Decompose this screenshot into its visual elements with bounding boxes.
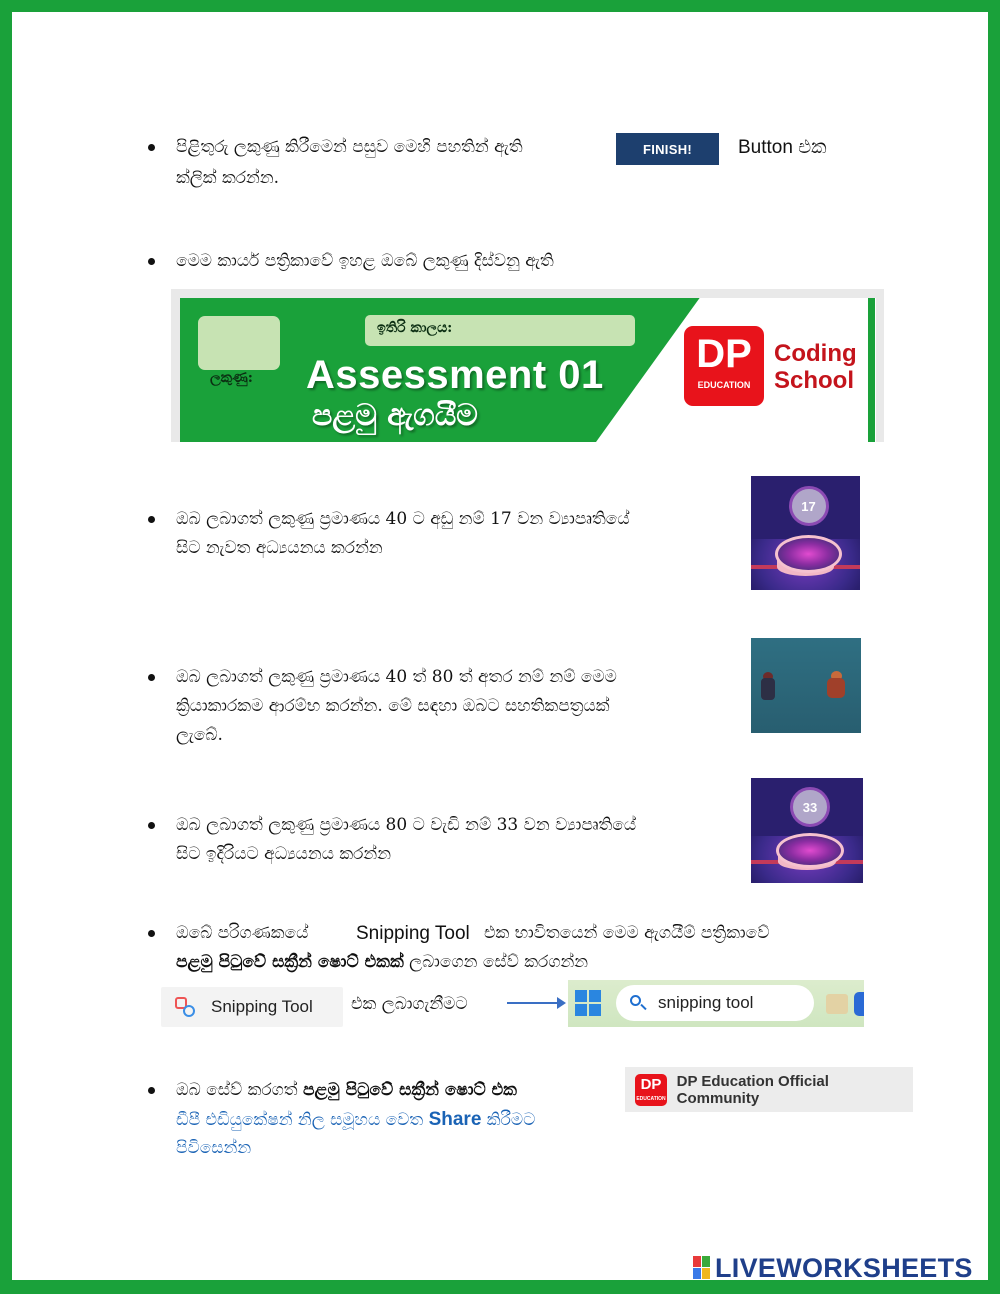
dp-education-logo-icon <box>635 1074 667 1106</box>
banner-edge <box>868 298 875 442</box>
coding-school-label <box>774 340 857 394</box>
mid-score-line1: ඔබ ලබාගත් ලකුණු ප්‍රමාණය 40 ත් 80 ත් අතර නම් නම් මෙම <box>176 667 617 687</box>
liveworksheets-brand <box>693 1253 973 1283</box>
assessment-subtitle: පළමු ඇගයීම <box>312 398 478 433</box>
share-line1 <box>176 1076 517 1105</box>
arrow-head-icon <box>557 997 566 1009</box>
snipping-tool-icon <box>175 997 195 1017</box>
copilot-icon <box>854 992 864 1016</box>
level-17-thumbnail <box>751 476 860 590</box>
community-label: DP Education Official Community <box>676 1072 829 1107</box>
snipping-tool-app[interactable] <box>161 987 343 1027</box>
high-score-line2: සිට ඉදිරියට අධ්‍යයනය කරන්න <box>176 844 392 864</box>
liveworksheets-label: LIVEWORKSHEETS <box>715 1252 973 1283</box>
level-ring <box>775 535 842 573</box>
high-score-line1: ඔබ ලබාගත් ලකුණු ප්‍රමාණය 80 ට වැඩි නම් 33 වන ව්‍යාපෘතියේ <box>176 815 637 835</box>
bullet <box>148 822 155 829</box>
share-line2-b: කිරීමට <box>486 1110 536 1130</box>
score-box <box>198 316 280 370</box>
share-line2-a: ඩීපී එඩියුකේෂන් නිල සමූහය වෙත <box>176 1110 424 1130</box>
bullet <box>148 1087 155 1094</box>
snipping-line1-a: ඔබේ පරිගණකයේ <box>176 923 309 943</box>
time-remaining-box <box>365 315 635 346</box>
windows-search-bar <box>568 980 864 1027</box>
banner-intro-text: මෙම කාර්ය පත්‍රිකාවේ ඉහළ ඔබේ ලකුණු දිස්වනු ඇති <box>176 251 554 271</box>
low-score-line1: ඔබ ලබාගත් ලකුණු ප්‍රමාණය 40 ට අඩු නම් 17 වන ව්‍යාපෘතියේ <box>176 509 630 529</box>
search-input[interactable] <box>616 985 814 1021</box>
dp-logo-text: DP <box>696 332 752 376</box>
liveworksheets-logo-icon <box>693 1256 711 1280</box>
snipping-line1-c: එක භාවිතයෙන් මෙම ඇගයීම් පත්‍රිකාවේ <box>484 923 770 943</box>
robot-icon <box>827 678 845 698</box>
snipping-line2-bold: පළමු පිටුවේ සක්‍රීන් ෂොට් එකක් <box>176 952 404 972</box>
share-line2 <box>176 1105 535 1135</box>
low-score-line2: සිට නැවත අධ්‍යයනය කරන්න <box>176 538 383 558</box>
search-input-value: snipping tool <box>658 993 754 1012</box>
bullet <box>148 674 155 681</box>
search-highlight-icon <box>826 994 848 1014</box>
game-scene-thumbnail <box>751 638 861 733</box>
community-logo-text: DP <box>640 1075 662 1093</box>
dp-logo-subtext: EDUCATION <box>697 380 751 390</box>
coding-school-line2: School <box>774 367 855 394</box>
level-ring <box>776 833 845 868</box>
bullet <box>148 258 155 265</box>
time-remaining-label: ඉතිරි කාලය: <box>377 320 453 336</box>
finish-instruction-line1: පිළිතුරු ලකුණු කිරීමෙන් පසුව මෙහි පහතින් ඇති <box>176 137 523 157</box>
snipping-between-text: එක ලබාගැනීමට <box>351 994 468 1014</box>
snipping-line2-rest: ලබාගෙන සේව් කරගන්න <box>409 952 589 972</box>
finish-instruction-line2: ක්ලික් කරන්න. <box>176 168 280 188</box>
arrow-icon <box>507 1002 561 1004</box>
level-badge: 17 <box>789 486 829 526</box>
score-label: ලකුණු: <box>210 370 253 386</box>
dp-education-logo <box>684 326 764 406</box>
share-word: Share <box>428 1109 482 1130</box>
share-line3: පිවිසෙන්න <box>176 1138 252 1158</box>
finish-button-suffix: Button එක <box>738 137 827 158</box>
assessment-title: Assessment 01 <box>306 353 604 397</box>
share-line1-bold: පළමු පිටුවේ සක්‍රීන් ෂොට් එක <box>303 1080 517 1100</box>
snipping-line1-b: Snipping Tool <box>356 923 470 944</box>
bullet <box>148 144 155 151</box>
mid-score-line3: ලැබේ. <box>176 725 223 745</box>
level-33-thumbnail <box>751 778 863 883</box>
mid-score-line2: ක්‍රියාකාරකම ආරම්භ කරන්න. මේ සඳහා ඔබට සහතිකපත්‍රයක් <box>176 696 610 716</box>
level-badge: 33 <box>790 787 830 827</box>
assessment-banner <box>171 289 884 442</box>
share-line1-a: ඔබ සේව් කරගත් <box>176 1080 298 1100</box>
bullet <box>148 516 155 523</box>
snipping-tool-label: Snipping Tool <box>211 997 313 1016</box>
robot-icon <box>761 678 775 700</box>
snipping-line2 <box>176 948 588 977</box>
search-icon <box>630 995 646 1011</box>
dp-community-link[interactable] <box>625 1067 913 1112</box>
community-logo-subtext: EDUCATION <box>636 1095 666 1102</box>
finish-button[interactable]: FINISH! <box>616 133 719 165</box>
windows-start-icon[interactable] <box>575 990 601 1016</box>
coding-school-line1: Coding <box>774 340 857 367</box>
bullet <box>148 930 155 937</box>
